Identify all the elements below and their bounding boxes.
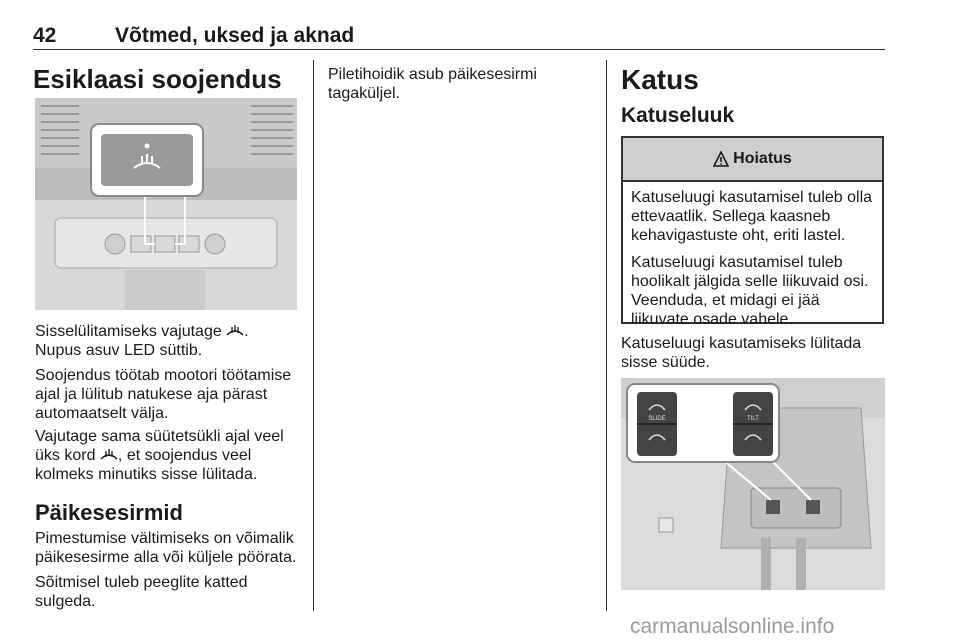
warning-title: Hoiatus <box>733 150 792 167</box>
warning-triangle-icon <box>713 151 729 167</box>
sunvisors-paragraph-1: Pimestumise vältimiseks on võimalik päikesesirme alla või küljele pöörata. <box>35 530 297 566</box>
warning-paragraph-1: Katuseluugi kasutamisel tuleb olla ettevaatlik. Sellega kaasneb kehavigastuste oht, eriti lastel. <box>631 189 873 244</box>
heading-defrost: Esiklaasi soojendus <box>33 64 282 94</box>
rear-defrost-icon <box>226 324 244 338</box>
heading-roof: Katus <box>621 64 699 95</box>
rear-defrost-icon <box>100 448 118 462</box>
warning-header <box>623 138 882 182</box>
column-divider-1 <box>313 60 314 611</box>
heading-sunroof: Katuseluuk <box>621 104 735 127</box>
heading-sunvisors: Päikesesirmid <box>35 500 183 525</box>
column-divider-2 <box>606 60 607 611</box>
defrost-paragraph-1: Sisselülitamiseks vajutage . Nupus asuv LED süttib. <box>35 323 249 359</box>
sunroof-ignition-paragraph: Katuseluugi kasutamiseks lülitada sisse süüde. <box>621 335 862 371</box>
ticket-holder-paragraph: Piletihoidik asub päikesesirmi tagaküljel. <box>328 66 537 102</box>
chapter-title: Võtmed, uksed ja aknad <box>115 24 355 47</box>
slide-label: SLIDE <box>648 416 666 422</box>
dashboard-defrost-image <box>35 98 297 310</box>
defrost-paragraph-2: Soojendus töötab mootori töötamise ajal ja lülitub natukese aja pärast automaatselt välja. <box>35 367 292 422</box>
defrost-paragraph-3: Vajutage sama süütetsükli ajal veel üks kord , et soojendus veel kolmeks minutiks sisse lülitada. <box>35 428 284 483</box>
sunroof-switch-image <box>621 378 885 590</box>
warning-paragraph-2: Katuseluugi kasutamisel tuleb hoolikalt jälgida selle liikuvaid osi. Veenduda, et midagi ei jää liikuvate osade vahele. <box>631 254 869 328</box>
page-number: 42 <box>33 24 57 47</box>
watermark: carmanualsonline.info <box>630 615 835 638</box>
sunvisors-paragraph-2: Sõitmisel tuleb peeglite katted sulgeda. <box>35 574 248 610</box>
tilt-label: TILT <box>747 416 759 422</box>
header-rule <box>33 49 885 50</box>
warning-box <box>621 136 884 328</box>
